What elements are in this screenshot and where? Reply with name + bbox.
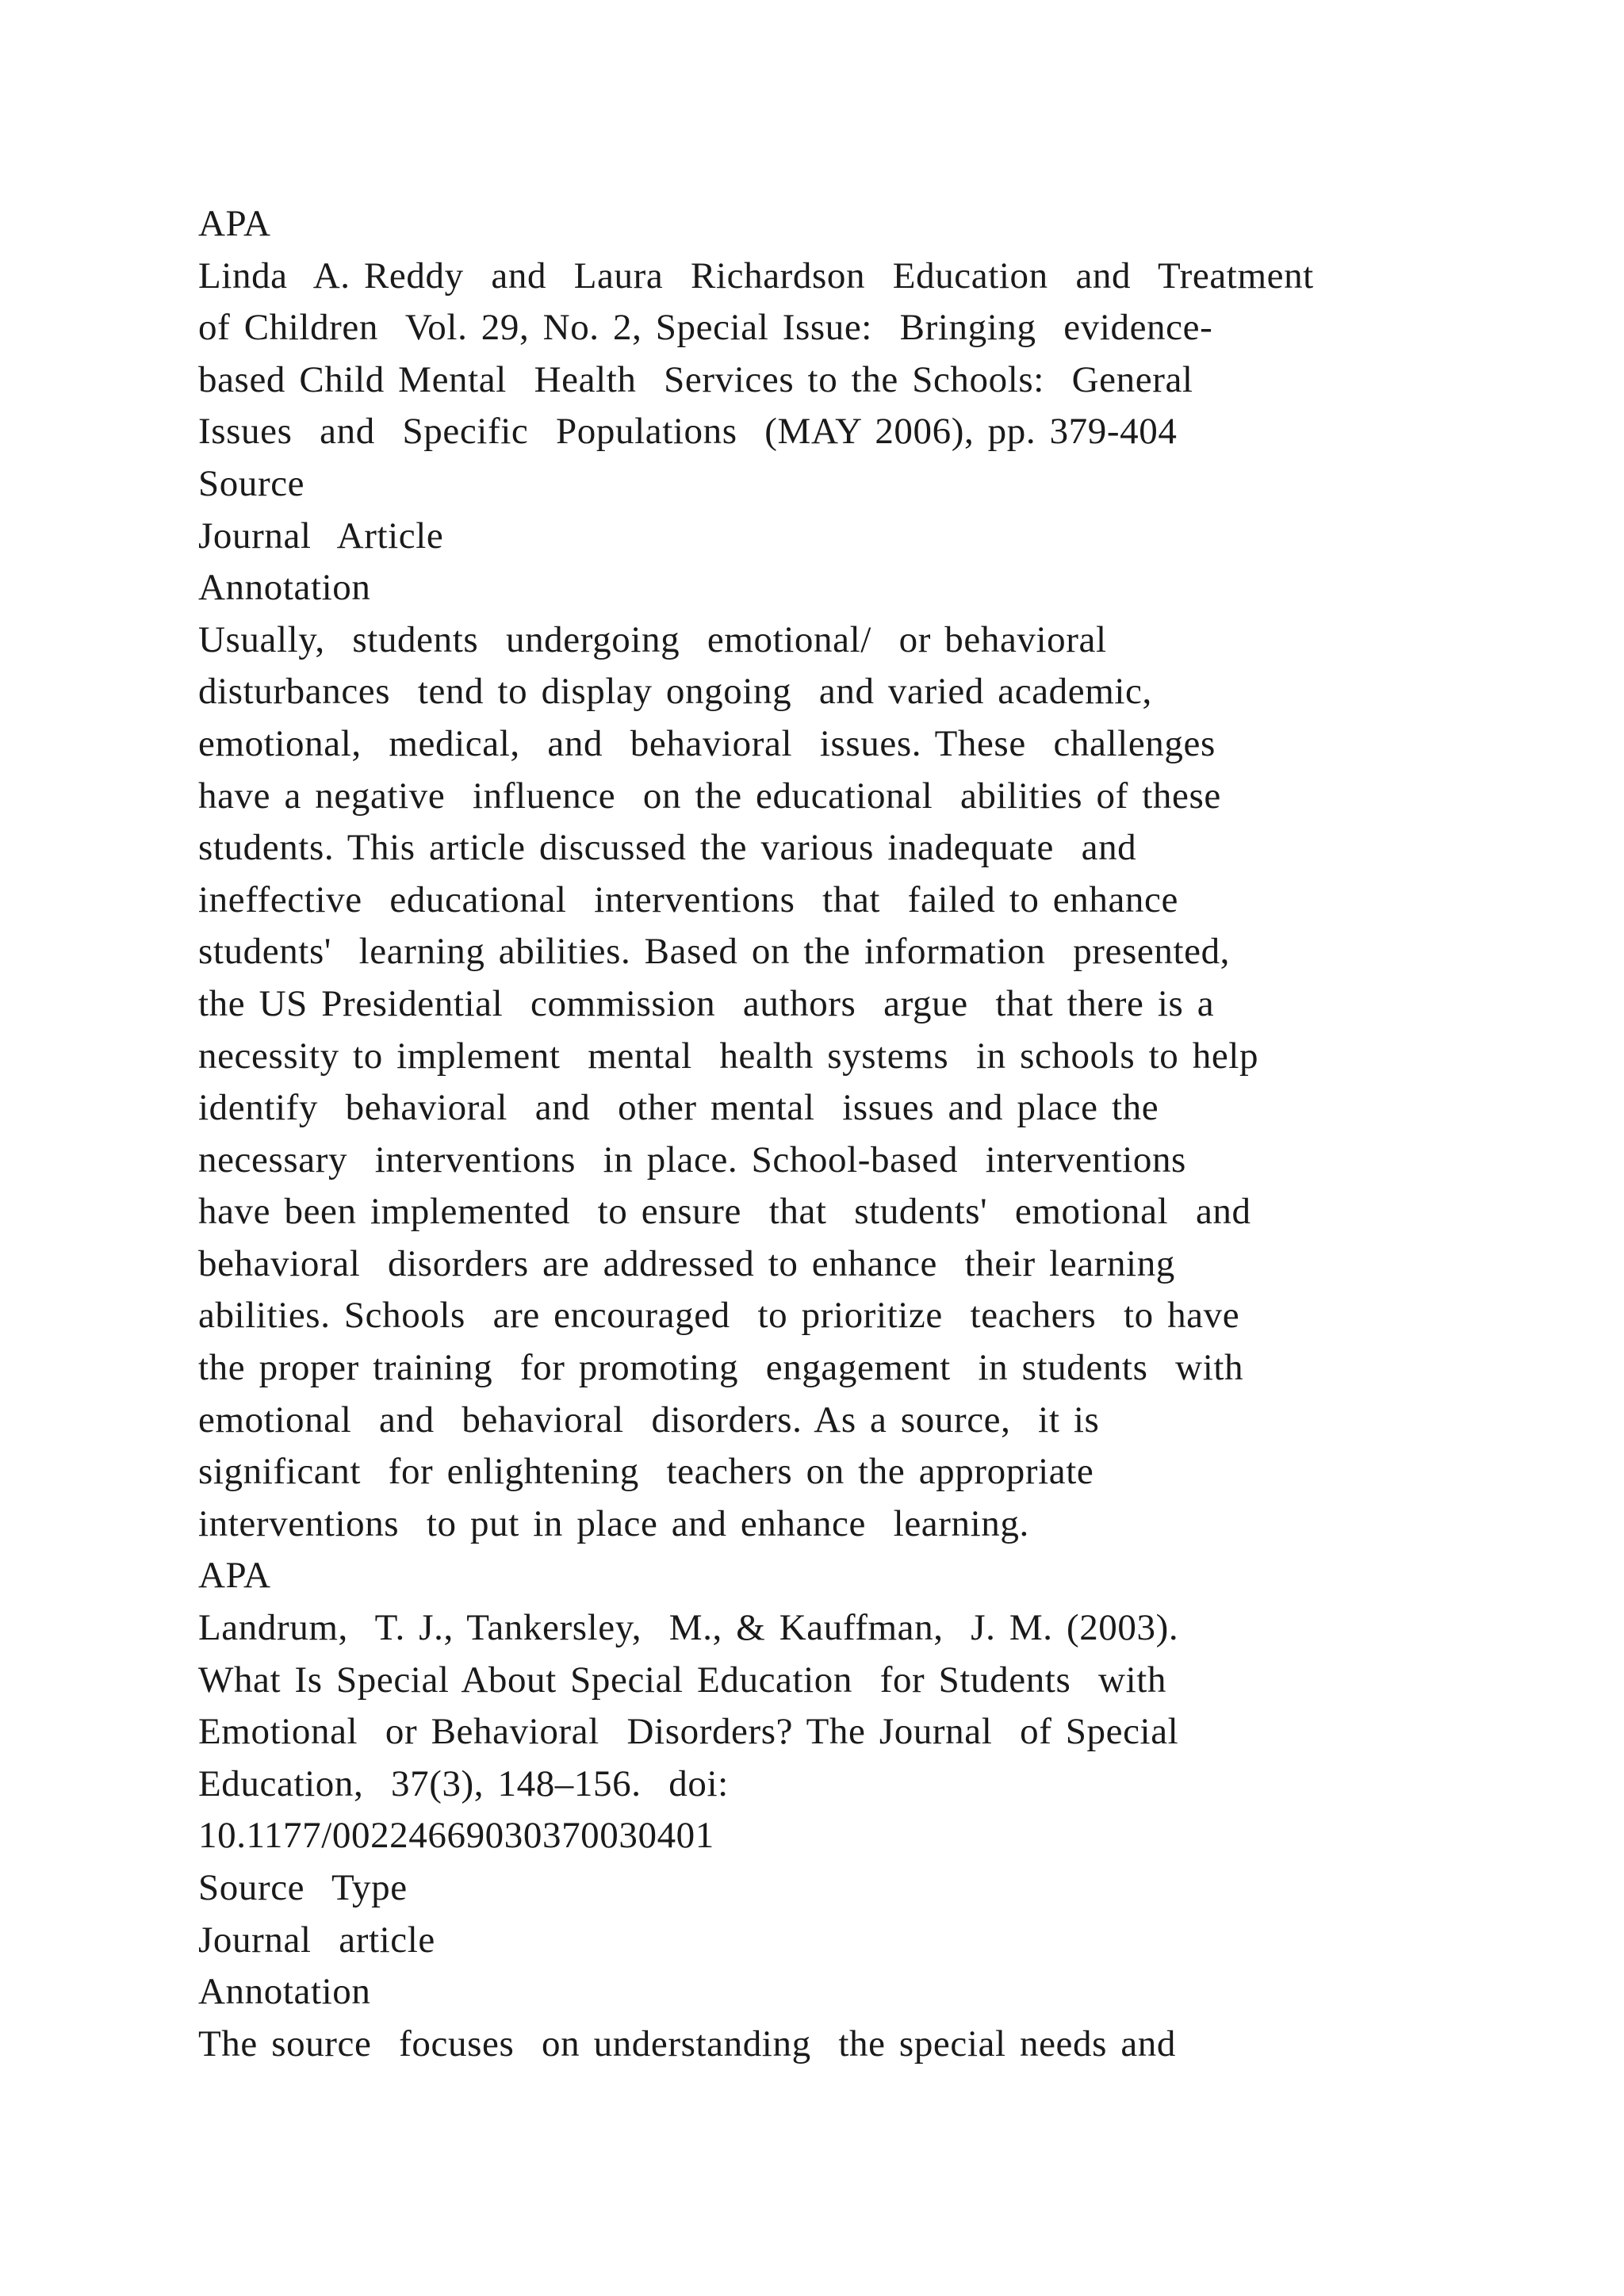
annotation-text-line: emotional and behavioral disorders. As a source, it is — [198, 1399, 1100, 1441]
annotation-text-line: emotional, medical, and behavioral issues. These challenges — [198, 722, 1216, 764]
heading-source-type: Source Type — [198, 1867, 408, 1908]
annotation-text-line: necessary interventions in place. School-based interventions — [198, 1138, 1186, 1181]
annotation-text-line: students' learning abilities. Based on the information presented, — [198, 931, 1231, 973]
annotation-text-line: students. This article discussed the various inadequate and — [198, 827, 1137, 869]
citation-line-5: Landrum, T. J., Tankersley, M., & Kauffman, J. M. (2003). — [198, 1607, 1179, 1649]
source-type-value-2: Journal article — [198, 1919, 435, 1961]
annotation-text-line: The source focuses on understanding the special needs and — [198, 2022, 1176, 2064]
annotation-text-line: the proper training for promoting engagement in students with — [198, 1347, 1244, 1389]
heading-apa-1: APA — [198, 203, 271, 244]
citation-line-2: of Children Vol. 29, No. 2, Special Issue: Bringing evidence- — [198, 307, 1213, 349]
citation-line-1: Linda A. Reddy and Laura Richardson Education and Treatment — [198, 254, 1314, 297]
annotation-text-line: Usually, students undergoing emotional/ or behavioral — [198, 618, 1107, 660]
annotation-text-line: disturbances tend to display ongoing and varied academic, — [198, 671, 1152, 713]
annotation-text-line: ineffective educational interventions that failed to enhance — [198, 878, 1178, 920]
citation-line-7: Emotional or Behavioral Disorders? The Journal of Special — [198, 1711, 1179, 1753]
heading-annotation-2: Annotation — [198, 1971, 371, 2013]
citation-line-6: What Is Special About Special Education for Students with — [198, 1659, 1167, 1701]
annotation-text-line: have been implemented to ensure that students' emotional and — [198, 1191, 1251, 1233]
heading-annotation-1: Annotation — [198, 567, 371, 609]
citation-line-8: Education, 37(3), 148–156. doi: — [198, 1762, 729, 1804]
annotation-text-line: behavioral disorders are addressed to enhance their learning — [198, 1242, 1175, 1284]
heading-source: Source — [198, 462, 305, 504]
document-body — [198, 198, 1451, 2070]
annotation-text-line: the US Presidential commission authors argue that there is a — [198, 982, 1215, 1024]
citation-line-4: Issues and Specific Populations (MAY 2006), pp. 379-404 — [198, 411, 1178, 453]
annotation-text-line: identify behavioral and other mental issues and place the — [198, 1087, 1159, 1129]
heading-apa-2: APA — [198, 1555, 271, 1597]
annotation-text-line: have a negative influence on the educational abilities of these — [198, 775, 1221, 817]
citation-doi: 10.1177/00224669030370030401 — [198, 1815, 714, 1857]
citation-line-3: based Child Mental Health Services to the Schools: General — [198, 358, 1193, 400]
annotation-text-line: necessity to implement mental health systems in schools to help — [198, 1035, 1259, 1077]
source-type-value-1: Journal Article — [198, 515, 444, 557]
annotation-text-line: abilities. Schools are encouraged to prioritize teachers to have — [198, 1295, 1240, 1337]
annotation-text-line: significant for enlightening teachers on the appropriate — [198, 1451, 1094, 1493]
annotation-text-line: interventions to put in place and enhance learning. — [198, 1502, 1029, 1544]
